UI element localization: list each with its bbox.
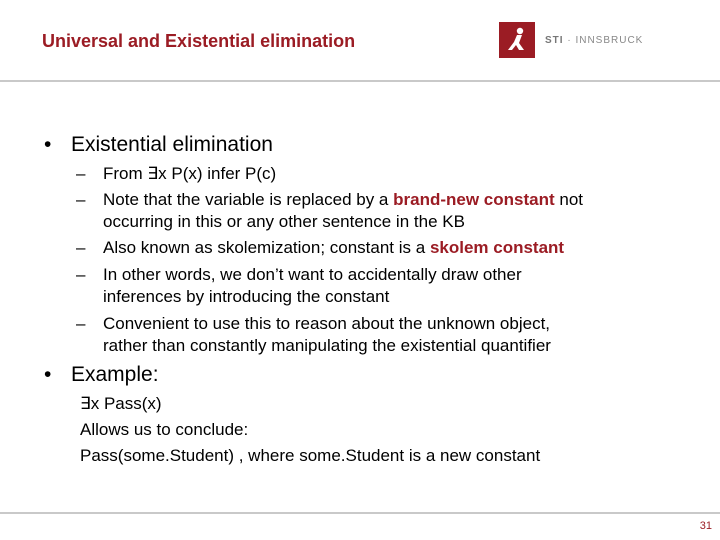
bullet-marker: • (44, 363, 52, 386)
sub-bullet-text (103, 237, 564, 259)
logo-separator: · (563, 34, 576, 46)
bullet-marker: • (44, 133, 52, 156)
dash-marker: – (76, 265, 86, 284)
dash-marker: – (76, 314, 86, 333)
bullet-text: Existential elimination (71, 133, 273, 156)
sti-logo-icon (499, 22, 535, 58)
example-line: Pass(some.Student) , where some.Student is a new constant (80, 446, 541, 465)
header-divider (0, 80, 720, 82)
dash-marker: – (76, 238, 86, 257)
sub-bullet-text: inferences by introducing the constant (103, 287, 390, 306)
text-segment: not (554, 190, 583, 209)
sub-bullet-text: In other words, we don’t want to accidentally draw other (103, 265, 522, 284)
dash-marker: – (76, 164, 86, 183)
sub-bullet-text (103, 189, 583, 211)
bullet-text: Example: (71, 363, 159, 386)
sub-bullet-text: occurring in this or any other sentence in the KB (103, 212, 465, 231)
footer-divider (0, 512, 720, 514)
text-segment: Note that the variable is replaced by a (103, 190, 394, 209)
dash-marker: – (76, 190, 86, 209)
sub-bullet-text: rather than constantly manipulating the existential quantifier (103, 336, 551, 355)
page-number: 31 (699, 520, 712, 532)
logo-wordmark (545, 35, 643, 46)
sub-bullet-text: Convenient to use this to reason about the unknown object, (103, 314, 551, 333)
example-line: ∃x Pass(x) (80, 394, 162, 413)
highlight-brand-new-constant: brand-new constant (393, 190, 555, 209)
highlight-skolem-constant: skolem constant (429, 238, 565, 257)
example-line: Allows us to conclude: (80, 420, 249, 439)
slide-title: Universal and Existential elimination (42, 31, 356, 51)
sti-innsbruck-logo (499, 22, 643, 58)
logo-brand: STI (545, 34, 564, 46)
logo-location: INNSBRUCK (575, 34, 644, 46)
sub-bullet-text: From ∃x P(x) infer P(c) (103, 164, 277, 183)
text-segment: Also known as skolemization; constant is a (103, 238, 430, 257)
